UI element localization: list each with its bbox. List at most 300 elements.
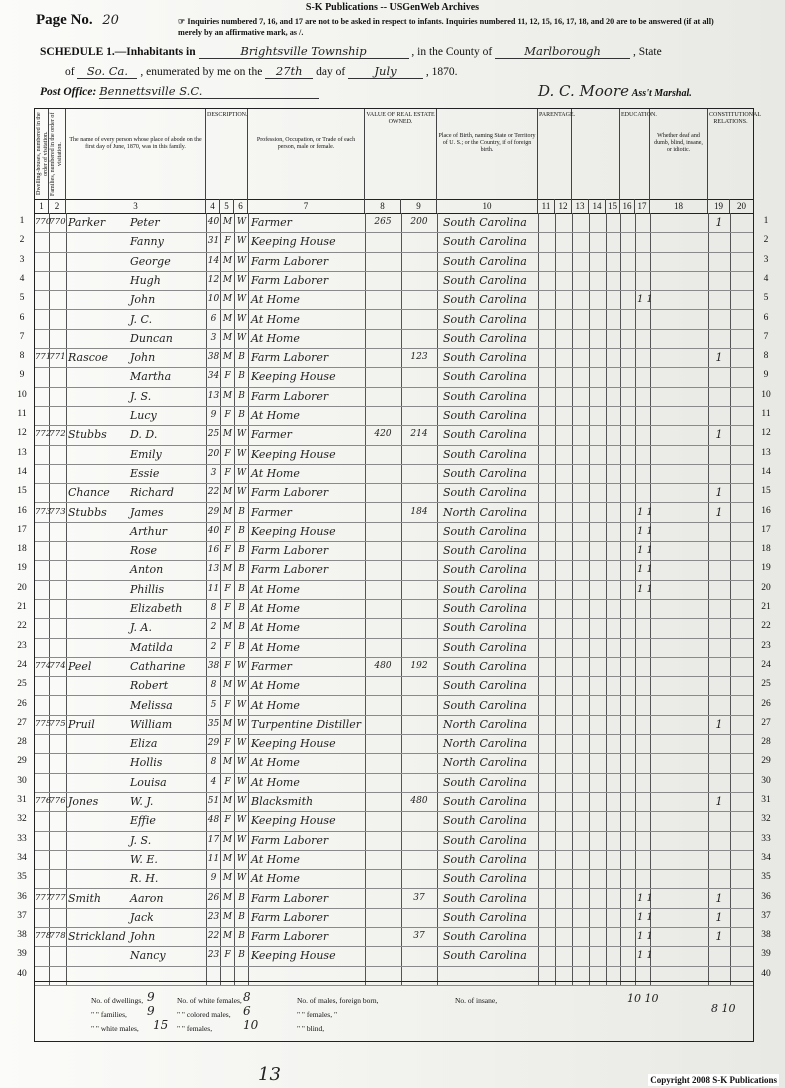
row-number-left: 34 <box>17 852 27 863</box>
summary-dwellings-label: No. of dwellings, <box>91 996 144 1005</box>
row-number-left: 36 <box>17 891 27 902</box>
row-number-right: 31 <box>761 795 771 805</box>
occupation: Farm Laborer <box>251 486 329 500</box>
race: B <box>238 950 245 961</box>
row-number-right: 10 <box>761 389 771 400</box>
sex: M <box>222 390 233 401</box>
sex: M <box>222 873 233 884</box>
race: B <box>238 564 245 575</box>
row-number-left: 35 <box>17 872 27 883</box>
sex: M <box>222 834 233 845</box>
row-number-left: 8 <box>19 351 25 362</box>
family-number <box>49 946 66 965</box>
birthplace: South Carolina <box>443 659 527 673</box>
education-marks <box>637 657 677 676</box>
birthplace: North Carolina <box>443 717 528 731</box>
citizen-mark <box>708 560 730 579</box>
dwelling-number: 774 <box>35 660 52 671</box>
personal-estate-value <box>402 329 436 348</box>
row-number-left: 4 <box>19 273 25 284</box>
education-marks: 1 1 <box>637 564 653 576</box>
race: W <box>236 738 247 749</box>
table-row <box>35 850 753 870</box>
given-name: D. D. <box>130 428 158 442</box>
citizen-mark <box>708 869 730 888</box>
birthplace: South Carolina <box>443 486 527 500</box>
personal-estate-value <box>402 618 436 637</box>
dwelling-number <box>35 387 49 406</box>
row-number-right: 1 <box>763 216 769 226</box>
race: B <box>238 525 245 536</box>
row-number-left: 13 <box>17 447 27 458</box>
family-number <box>49 387 66 406</box>
given-name: R. H. <box>130 872 159 886</box>
sex: F <box>224 545 231 556</box>
citizen-mark <box>708 618 730 637</box>
surname <box>68 946 130 965</box>
age: 35 <box>207 718 220 729</box>
table-row <box>35 599 753 619</box>
row-number-right: 24 <box>761 659 771 670</box>
header-deaf-dumb: Whether deaf and dumb, blind, insane, or idiotic. <box>650 109 708 199</box>
surname <box>68 734 130 753</box>
sex: F <box>224 815 231 826</box>
education-marks: 1 1 <box>637 892 653 904</box>
surname <box>68 367 130 386</box>
race: B <box>238 641 245 652</box>
real-estate-value <box>366 290 400 309</box>
sex: F <box>224 641 231 652</box>
occupation: Keeping House <box>251 370 336 384</box>
personal-estate-value <box>402 753 436 772</box>
birthplace: South Carolina <box>443 602 527 615</box>
sex: M <box>222 274 233 285</box>
row-number-right: 40 <box>761 968 771 979</box>
family-number: 773 <box>49 506 66 517</box>
enumeration-line: of So. Ca. , enumerated by me on the 27th day of July , 1870. <box>65 64 458 78</box>
surname <box>68 676 130 695</box>
table-row <box>35 946 753 966</box>
row-number-left: 19 <box>17 563 27 574</box>
education-marks: 1 1 <box>637 525 653 537</box>
sex: F <box>224 583 231 594</box>
race: W <box>236 718 247 729</box>
real-estate-value <box>366 367 400 386</box>
education-marks <box>637 715 677 734</box>
sex: F <box>224 950 231 961</box>
education-marks: 1 1 <box>637 931 653 943</box>
personal-estate-value <box>402 406 436 425</box>
education-marks <box>637 850 677 869</box>
summary-blind-label: " " blind, <box>297 1024 325 1033</box>
citizen-mark <box>708 638 730 657</box>
township-value: Brightsville Township <box>240 44 367 58</box>
summary-colored-males-value: 6 <box>243 1004 251 1018</box>
personal-estate-value <box>402 850 436 869</box>
birthplace: South Carolina <box>443 563 527 577</box>
citizen-mark <box>708 657 730 676</box>
birthplace: South Carolina <box>443 524 527 538</box>
row-number-right: 3 <box>763 254 769 265</box>
table-row <box>35 271 753 291</box>
given-name: W. J. <box>130 795 154 808</box>
age: 8 <box>210 680 217 691</box>
column-number: 1 <box>35 199 49 213</box>
sex: M <box>222 757 233 768</box>
family-number <box>49 522 66 541</box>
race: W <box>236 757 247 768</box>
row-number-left: 21 <box>17 602 27 612</box>
table-row <box>35 232 753 252</box>
citizen-mark <box>708 271 730 290</box>
occupation: At Home <box>251 621 300 635</box>
family-number <box>49 541 66 560</box>
column-number: 16 <box>620 199 635 213</box>
personal-estate-value <box>402 290 436 309</box>
summary-footer <box>35 981 753 1042</box>
personal-estate-value <box>402 696 436 715</box>
sex: M <box>222 853 233 864</box>
personal-estate-value <box>402 541 436 560</box>
race: W <box>236 429 247 440</box>
race: W <box>236 255 247 266</box>
age: 22 <box>207 931 220 942</box>
given-name: Fanny <box>130 235 164 249</box>
surname <box>68 310 130 329</box>
row-number-left: 2 <box>19 235 25 246</box>
occupation: At Home <box>251 331 300 345</box>
surname <box>68 811 130 830</box>
row-number-left: 27 <box>17 717 27 728</box>
dwelling-number: 776 <box>35 796 52 806</box>
table-row <box>35 869 753 889</box>
sex: M <box>222 217 233 227</box>
row-number-left: 31 <box>17 795 27 805</box>
row-number-left: 7 <box>19 331 25 342</box>
citizen-mark <box>708 773 730 792</box>
dwelling-number <box>35 271 49 290</box>
row-number-right: 7 <box>763 331 769 342</box>
real-estate-value <box>366 541 400 560</box>
marshal-signature: D. C. Moore Ass't Marshal. <box>538 82 692 100</box>
age: 10 <box>207 294 220 305</box>
surname <box>68 271 130 290</box>
personal-estate-value <box>402 464 436 483</box>
age: 26 <box>207 892 220 903</box>
dwelling-number <box>35 367 49 386</box>
column-number: 17 <box>635 199 650 213</box>
age: 11 <box>207 853 220 864</box>
occupation: Farm Laborer <box>251 544 329 558</box>
citizen-mark <box>708 329 730 348</box>
occupation: At Home <box>251 312 300 326</box>
column-number: 18 <box>650 199 708 213</box>
birthplace: South Carolina <box>443 312 527 326</box>
personal-estate-value <box>402 522 436 541</box>
race: W <box>236 313 247 324</box>
row-number-right: 20 <box>761 582 771 593</box>
education-marks <box>637 753 677 772</box>
race: W <box>236 834 247 845</box>
birthplace: South Carolina <box>443 428 527 442</box>
citizen-mark <box>708 252 730 271</box>
surname <box>68 580 130 599</box>
age: 31 <box>207 236 220 247</box>
education-marks <box>637 696 677 715</box>
column-numbers <box>35 199 753 214</box>
row-number-left: 16 <box>17 505 27 516</box>
dwelling-number <box>35 618 49 637</box>
family-number: 775 <box>49 718 66 729</box>
summary-dwellings-value: 9 <box>147 990 155 1004</box>
family-number <box>49 599 66 618</box>
table-row <box>35 657 753 677</box>
row-number-right: 6 <box>763 312 769 323</box>
row-number-right: 30 <box>761 775 771 786</box>
age: 3 <box>210 467 217 478</box>
row-number-right: 33 <box>761 833 771 844</box>
occupation: Farm Laborer <box>251 891 329 905</box>
row-number-left: 17 <box>17 524 27 535</box>
given-name: John <box>130 351 156 365</box>
row-number-right: 25 <box>761 679 771 690</box>
race: W <box>236 796 247 806</box>
table-row <box>35 445 753 465</box>
education-marks <box>637 638 677 657</box>
table-row <box>35 811 753 831</box>
real-estate-value <box>366 483 400 502</box>
sex: M <box>222 911 233 922</box>
surname <box>68 464 130 483</box>
dwelling-number <box>35 753 49 772</box>
table-row <box>35 290 753 310</box>
birthplace: South Carolina <box>443 235 527 249</box>
education-marks: 1 1 <box>637 506 653 518</box>
family-number: 770 <box>49 217 66 227</box>
table-row <box>35 792 753 812</box>
dwelling-number <box>35 696 49 715</box>
table-row <box>35 348 753 368</box>
occupation: At Home <box>251 293 300 307</box>
occupation: Keeping House <box>251 524 336 538</box>
row-number-right: 28 <box>761 737 771 748</box>
occupation: At Home <box>251 698 300 712</box>
surname <box>68 329 130 348</box>
summary-white-males-label: " " white males, <box>91 1024 139 1033</box>
summary-education-tally: 10 10 <box>627 992 659 1005</box>
summary-white-females-value: 8 <box>243 990 251 1004</box>
citizen-mark: 1 <box>715 910 723 924</box>
given-name: Essie <box>130 466 160 480</box>
race: B <box>238 931 245 942</box>
row-number-left: 15 <box>17 486 27 497</box>
race: B <box>238 371 245 382</box>
citizen-mark <box>708 522 730 541</box>
summary-constitutional-tally: 8 10 <box>711 1002 736 1015</box>
surname <box>68 908 130 927</box>
age: 2 <box>210 641 217 652</box>
education-marks: 1 1 <box>637 950 653 962</box>
education-marks: 1 1 <box>637 583 653 595</box>
education-marks: 1 1 <box>637 545 653 557</box>
real-estate-value <box>366 927 400 946</box>
table-row <box>35 580 753 600</box>
occupation: Farmer <box>251 659 292 673</box>
education-marks <box>637 811 677 830</box>
given-name: John <box>130 930 156 944</box>
dwelling-number: 770 <box>35 217 52 227</box>
dwelling-number <box>35 406 49 425</box>
citizen-mark <box>708 599 730 618</box>
real-estate-value <box>366 580 400 599</box>
birthplace: South Carolina <box>443 814 527 828</box>
real-estate-value <box>366 831 400 850</box>
row-number-left: 1 <box>19 216 25 226</box>
table-row <box>35 367 753 387</box>
family-number: 778 <box>49 931 66 942</box>
personal-estate-value <box>402 773 436 792</box>
education-marks <box>637 367 677 386</box>
column-number: 8 <box>365 199 401 213</box>
family-number <box>49 560 66 579</box>
post-office-value: Bennettsville S.C. <box>99 84 203 98</box>
dwelling-number <box>35 445 49 464</box>
sex: M <box>222 429 233 440</box>
real-estate-value <box>366 792 400 811</box>
education-marks <box>637 445 677 464</box>
header-birthplace: Place of Birth, naming State or Territory of U. S.; or the Country, if of foreign birth. <box>437 109 538 199</box>
personal-estate-value <box>402 445 436 464</box>
birthplace: South Carolina <box>443 679 527 693</box>
row-number-right: 4 <box>763 273 769 284</box>
age: 3 <box>210 332 217 343</box>
race: W <box>236 699 247 710</box>
age: 38 <box>207 352 220 363</box>
row-number-right: 26 <box>761 698 771 709</box>
citizen-mark <box>708 387 730 406</box>
given-name: Catharine <box>130 659 186 673</box>
header-constitutional: CONSTITUTIONAL RELATIONS. <box>709 112 761 125</box>
page-number-value: 20 <box>102 13 119 28</box>
dwelling-number <box>35 869 49 888</box>
header-real-estate: VALUE OF REAL ESTATE OWNED. <box>365 109 437 199</box>
race: B <box>238 410 245 420</box>
given-name: Anton <box>130 563 164 577</box>
family-number <box>49 290 66 309</box>
real-estate-value <box>366 869 400 888</box>
race: B <box>238 545 245 556</box>
citizen-mark: 1 <box>715 428 723 442</box>
table-row <box>35 503 753 523</box>
dwelling-number <box>35 483 49 502</box>
real-estate-value: 265 <box>374 217 392 227</box>
sex: F <box>224 603 231 613</box>
row-number-left: 10 <box>17 389 27 400</box>
given-name: Rose <box>130 544 158 558</box>
family-number <box>49 773 66 792</box>
race: B <box>238 506 245 517</box>
age: 14 <box>207 255 220 266</box>
given-name: Lucy <box>130 409 157 422</box>
sex: F <box>224 410 231 420</box>
given-name: Peter <box>130 216 160 229</box>
given-name: W. E. <box>130 852 158 866</box>
dwelling-number: 772 <box>35 429 52 440</box>
table-row <box>35 734 753 754</box>
birthplace: South Carolina <box>443 447 527 461</box>
race: B <box>238 911 245 922</box>
birthplace: North Carolina <box>443 756 528 770</box>
family-number <box>49 753 66 772</box>
row-number-right: 27 <box>761 717 771 728</box>
personal-estate-value <box>402 271 436 290</box>
sex: M <box>222 796 233 806</box>
family-number: 776 <box>49 796 66 806</box>
real-estate-value <box>366 734 400 753</box>
surname <box>68 522 130 541</box>
table-row <box>35 696 753 716</box>
surname <box>68 599 130 618</box>
table-row <box>35 753 753 773</box>
dwelling-number <box>35 329 49 348</box>
dwelling-number: 773 <box>35 506 52 517</box>
citizen-mark: 1 <box>715 891 723 905</box>
race: W <box>236 487 247 498</box>
schedule-line: SCHEDULE 1.—Inhabitants in Brightsville Township , in the County of Marlborough , State <box>40 44 662 58</box>
table-row <box>35 560 753 580</box>
row-number-left: 20 <box>17 582 27 593</box>
age: 29 <box>207 738 220 749</box>
birthplace: South Carolina <box>443 872 527 886</box>
personal-estate-value: 214 <box>410 429 428 440</box>
citizen-mark <box>708 811 730 830</box>
row-number-left: 37 <box>17 910 27 921</box>
row-number-left: 18 <box>17 544 27 555</box>
row-number-right: 36 <box>761 891 771 902</box>
surname <box>68 773 130 792</box>
surname <box>68 290 130 309</box>
family-number <box>49 811 66 830</box>
education-marks <box>637 599 677 618</box>
occupation: Blacksmith <box>251 795 314 808</box>
citizen-mark <box>708 580 730 599</box>
age: 12 <box>207 274 220 285</box>
occupation: At Home <box>251 640 300 654</box>
personal-estate-value <box>402 908 436 927</box>
row-number-left: 22 <box>17 621 27 632</box>
race: W <box>236 853 247 864</box>
personal-estate-value: 37 <box>413 931 425 942</box>
age: 20 <box>207 448 220 459</box>
family-number <box>49 310 66 329</box>
personal-estate-value: 480 <box>410 796 428 806</box>
given-name: William <box>130 717 173 731</box>
personal-estate-value <box>402 734 436 753</box>
table-row <box>35 213 753 233</box>
column-number: 13 <box>572 199 589 213</box>
birthplace: South Carolina <box>443 775 527 789</box>
race: W <box>236 332 247 343</box>
surname <box>68 618 130 637</box>
birthplace: South Carolina <box>443 351 527 365</box>
education-marks <box>637 831 677 850</box>
citizen-mark: 1 <box>715 351 723 365</box>
education-marks <box>637 252 677 271</box>
family-number: 771 <box>49 352 66 363</box>
dwelling-number: 777 <box>35 892 52 903</box>
occupation: At Home <box>251 679 300 693</box>
citizen-mark: 1 <box>715 717 723 731</box>
